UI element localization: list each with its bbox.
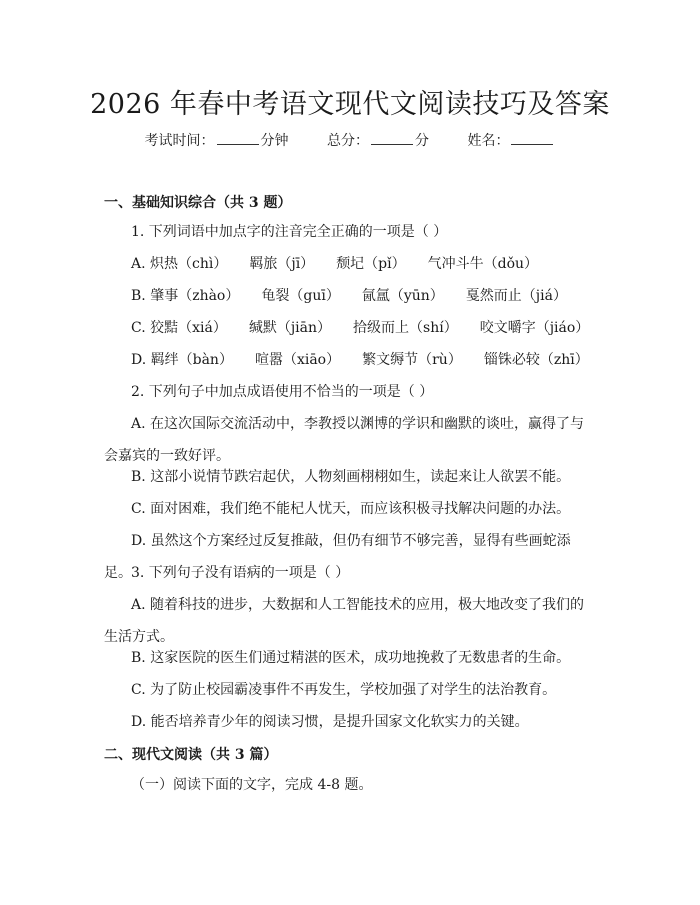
score-unit: 分: [415, 133, 429, 149]
question-1-option-a: [131, 253, 538, 275]
option-term: 气冲斗牛（dǒu）: [427, 256, 539, 272]
option-term: 繁文缛节（rù）: [362, 352, 462, 368]
question-2-option-a: A. 在这次国际交流活动中，李教授以渊博的学识和幽默的谈吐，赢得了与会嘉宾的一致好评。: [104, 416, 585, 464]
section-heading-basics: 一、基础知识综合（共 3 题）: [104, 195, 292, 211]
question-3-option-d: D. 能否培养青少年的阅读习惯，是提升国家文化软实力的关键。: [131, 714, 529, 730]
exam-time: [145, 133, 293, 149]
option-term: 锱铢必较（zhī）: [483, 352, 589, 368]
question-2-option-c: C. 面对困难，我们绝不能杞人忧天，而应该积极寻找解决问题的办法。: [131, 501, 571, 517]
question-1-option-b: [131, 285, 567, 307]
question-2-option-d: D. 虽然这个方案经过反复推敲，但仍有细节不够完善，显得有些画蛇添足。: [104, 533, 571, 581]
score-label: 总分：: [327, 133, 369, 149]
question-1-option-c: [131, 317, 589, 339]
question-2-stem: 2. 下列句子中加点成语使用不恰当的一项是（ ）: [131, 384, 434, 400]
time-unit: 分钟: [260, 133, 289, 149]
question-1-option-d: [131, 349, 589, 371]
time-blank: [217, 132, 259, 145]
option-term: 龟裂（guī）: [261, 288, 340, 304]
option-term: 羁旅（jī）: [249, 256, 315, 272]
option-term: 咬文嚼字（jiáo）: [479, 320, 590, 336]
question-1-stem: 1. 下列词语中加点字的注音完全正确的一项是（ ）: [131, 224, 448, 240]
student-name: [467, 133, 555, 149]
option-term: 缄默（jiān）: [248, 320, 332, 336]
question-3-option-a: A. 随着科技的进步，大数据和人工智能技术的应用，极大地改变了我们的生活方式。: [104, 597, 585, 645]
question-3-stem: 3. 下列句子没有语病的一项是（ ）: [131, 565, 350, 581]
option-term: 颓圮（pǐ）: [336, 256, 406, 272]
time-label: 考试时间：: [144, 133, 215, 149]
question-3-option-b: B. 这家医院的医生们通过精湛的医术，成功地挽救了无数患者的生命。: [131, 650, 571, 666]
name-label: 姓名：: [467, 133, 510, 149]
name-blank: [511, 132, 553, 145]
option-term: A. 炽热（chì）: [131, 256, 228, 272]
section-heading-reading: 二、现代文阅读（共 3 篇）: [104, 747, 278, 763]
page-title: 2026 年春中考语文现代文阅读技巧及答案: [90, 89, 610, 120]
exam-meta: [0, 130, 700, 150]
option-term: D. 羁绊（bàn）: [131, 352, 233, 368]
total-score: [327, 133, 433, 149]
option-term: 拾级而上（shí）: [353, 320, 458, 336]
option-term: B. 肇事（zhào）: [131, 288, 240, 304]
option-term: C. 狡黠（xiá）: [131, 320, 227, 336]
question-3-option-c: C. 为了防止校园霸凌事件不再发生，学校加强了对学生的法治教育。: [131, 682, 557, 698]
option-term: 喧嚣（xiāo）: [254, 352, 341, 368]
option-term: 氤氲（yūn）: [361, 288, 444, 304]
reading-intro: （一）阅读下面的文字，完成 4-8 题。: [131, 777, 373, 793]
option-term: 戛然而止（jiá）: [465, 288, 567, 304]
question-2-option-b: B. 这部小说情节跌宕起伏，人物刻画栩栩如生，读起来让人欲罢不能。: [131, 469, 571, 485]
score-blank: [371, 132, 413, 145]
